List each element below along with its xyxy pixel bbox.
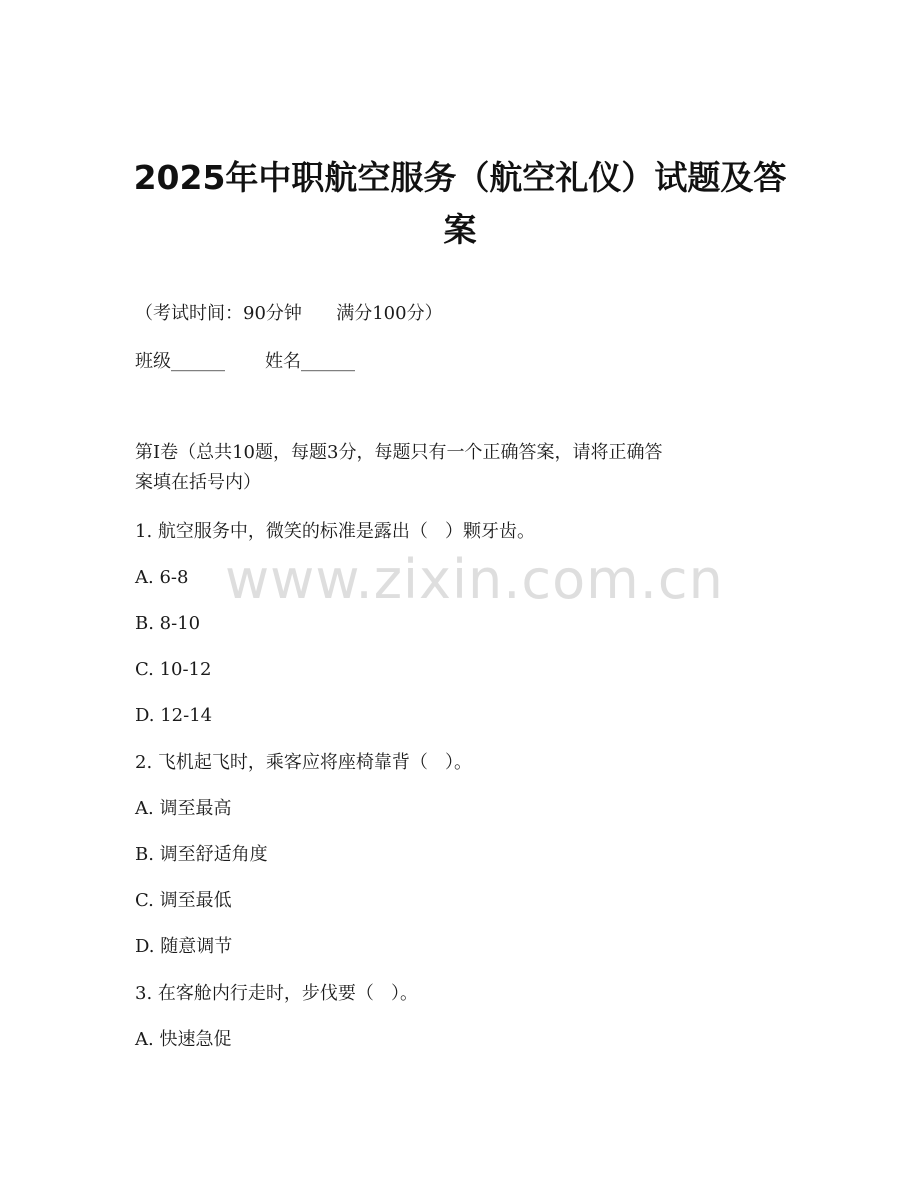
question-2-option-b: B. 调至舒适角度 bbox=[135, 844, 268, 865]
document-title-line-2: 案 bbox=[443, 210, 477, 249]
question-3-option-a: A. 快速急促 bbox=[135, 1029, 232, 1050]
question-1-stem: 1. 航空服务中，微笑的标准是露出（ ）颗牙齿。 bbox=[135, 521, 536, 542]
question-3-stem: 3. 在客舱内行走时，步伐要（ ）。 bbox=[135, 983, 419, 1004]
section-intro-line-1: 第I卷（总共10题，每题3分，每题只有一个正确答案，请将正确答 bbox=[135, 442, 663, 463]
exam-info: （考试时间：90分钟 满分100分） bbox=[135, 303, 443, 324]
watermark-text: www.zixin.com.cn bbox=[225, 548, 724, 611]
question-2-option-a: A. 调至最高 bbox=[135, 798, 232, 819]
section-intro-line-2: 案填在括号内） bbox=[135, 472, 261, 493]
question-1-option-a: A. 6-8 bbox=[135, 567, 189, 588]
question-1-option-c: C. 10-12 bbox=[135, 659, 212, 680]
question-1-option-b: B. 8-10 bbox=[135, 613, 201, 634]
question-2-option-d: D. 随意调节 bbox=[135, 936, 233, 957]
question-2-stem: 2. 飞机起飞时，乘客应将座椅靠背（ ）。 bbox=[135, 752, 473, 773]
question-1-option-d: D. 12-14 bbox=[135, 705, 213, 726]
document-title-line-1: 2025年中职航空服务（航空礼仪）试题及答 bbox=[133, 158, 787, 197]
class-name-line: 班级______ 姓名______ bbox=[135, 351, 356, 372]
question-2-option-c: C. 调至最低 bbox=[135, 890, 232, 911]
